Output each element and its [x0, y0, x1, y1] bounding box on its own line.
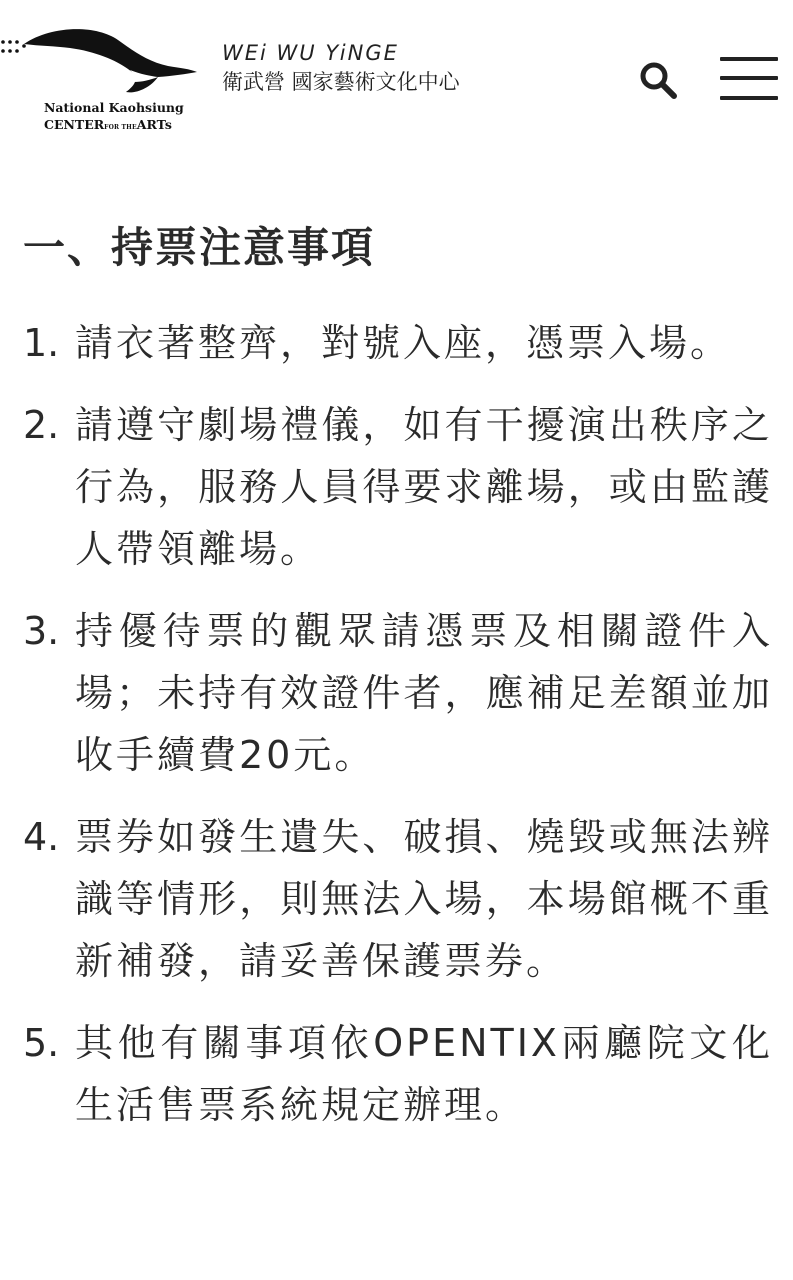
list-item-number: 5. [23, 1021, 60, 1065]
brand-name-en: WEi WU YiNGE [222, 41, 399, 65]
list-item [23, 312, 773, 374]
list-item [23, 1012, 773, 1136]
list-item [23, 600, 773, 786]
site-header [0, 0, 793, 150]
brand-name-zh: 衛武營 國家藝術文化中心 [222, 70, 460, 94]
bird-logo-icon [0, 22, 200, 102]
list-item [23, 394, 773, 580]
list-item-text: 票券如發生遺失、破損、燒毀或無法辨識等情形，則無法入場，本場館概不重新補發，請妥善保護票券。 [75, 815, 773, 983]
list-item-text: 持優待票的觀眾請憑票及相關證件入場；未持有效證件者，應補足差額並加收手續費20元。 [75, 609, 773, 777]
list-item-number: 1. [23, 321, 60, 365]
logo-text-line2: CENTERFOR THEARTs [44, 117, 172, 132]
list-item-text: 請遵守劇場禮儀，如有干擾演出秩序之行為，服務人員得要求離場，或由監護人帶領離場。 [75, 403, 773, 571]
list-item [23, 806, 773, 992]
list-item-text: 其他有關事項依OPENTIX兩廳院文化生活售票系統規定辦理。 [75, 1021, 773, 1127]
main-content [23, 220, 773, 1156]
page-heading: 一、持票注意事項 [23, 223, 376, 272]
brand-name[interactable] [222, 40, 460, 96]
search-button[interactable] [636, 58, 680, 102]
list-item-number: 4. [23, 815, 60, 859]
list-item-text: 請衣著整齊，對號入座，憑票入場。 [75, 321, 732, 365]
list-item-number: 2. [23, 403, 60, 447]
search-icon [636, 58, 680, 102]
logo-text-line1: National Kaohsiung [44, 100, 184, 115]
site-logo[interactable] [0, 22, 200, 134]
list-item-number: 3. [23, 609, 60, 653]
menu-button[interactable] [718, 55, 780, 103]
rules-list [23, 312, 773, 1136]
